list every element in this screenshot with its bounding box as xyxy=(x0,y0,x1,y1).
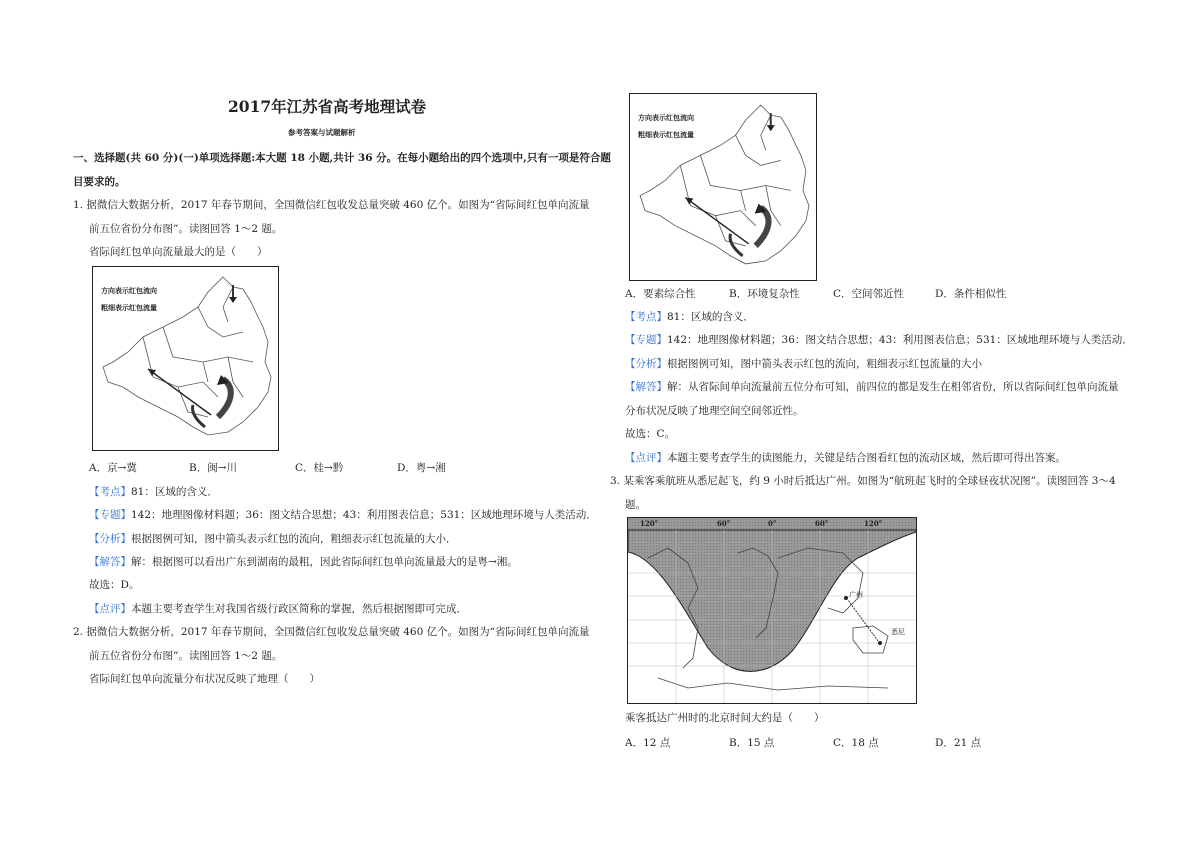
q1-stem-line2: 前五位省份分布图”。读图回答 1～2 题。 xyxy=(89,223,283,235)
lon-label-3: 0° xyxy=(768,519,777,528)
section-heading-line1: 一、选择题(共 60 分)(一)单项选择题:本大题 18 小题,共计 36 分。在每小题给出的四个选项中,只有一项是符合题 xyxy=(73,152,611,164)
page-title: 2017年江苏省高考地理试卷 xyxy=(228,97,427,116)
q3-question: 乘客抵达广州时的北京时间大约是（ ） xyxy=(625,712,825,724)
q2-dianping-tag: 【点评】 xyxy=(625,452,667,464)
q3-option-c[interactable]: C．18 点 xyxy=(833,737,879,749)
china-redpacket-map-2 xyxy=(629,93,817,281)
q1-zhuanti-tag: 【专题】 xyxy=(89,509,131,521)
q2-jieda-text: 解：从省际间单向流量前五位分布可知，前四位的都是发生在相邻省份，所以省际间红包单向流量 xyxy=(667,381,1119,393)
lon-label-5: 120° xyxy=(864,519,883,528)
lon-label-4: 60° xyxy=(815,519,829,528)
q1-answer: 故选：D。 xyxy=(89,579,140,591)
lon-label-2: 60° xyxy=(717,519,731,528)
q1-dianping xyxy=(89,602,467,616)
q1-zhuanti-text: 142：地理图像材料题；36：图文结合思想；43：利用图表信息；531：区域地理环境与人类活动． xyxy=(131,509,597,521)
q3-option-d[interactable]: D．21 点 xyxy=(935,737,982,749)
q1-option-c[interactable]: C．桂→黔 xyxy=(295,462,344,474)
q1-option-b[interactable]: B．闽→川 xyxy=(189,462,238,474)
q1-kaodian-tag: 【考点】 xyxy=(89,486,131,498)
q2-jieda-tag: 【解答】 xyxy=(625,381,667,393)
q2-answer: 故选：C。 xyxy=(625,428,676,440)
lon-label-1: 120° xyxy=(640,519,659,528)
q2-option-b[interactable]: B．环境复杂性 xyxy=(729,288,800,300)
q2-stem-line1: 2. 据微信大数据分析，2017 年春节期间，全国微信红包收发总量突破 460 亿个。如图为“省际间红包单向流量 xyxy=(73,626,590,638)
q1-option-d[interactable]: D．粤→湘 xyxy=(397,462,446,474)
q3-stem-line1: 3. 某乘客乘航班从悉尼起飞，约 9 小时后抵达广州。如图为“航班起飞时的全球昼夜状况图”。读图回答 3～4 xyxy=(610,475,1116,487)
q2-jieda-line2: 分布状况反映了地理空间空间邻近性。 xyxy=(625,405,804,417)
q1-dianping-tag: 【点评】 xyxy=(89,603,131,615)
q1-fenxi-text: 根据图例可知，图中箭头表示红包的流向，粗细表示红包流量的大小． xyxy=(131,533,457,545)
q2-fenxi-text: 根据图例可知，图中箭头表示红包的流向，粗细表示红包流量的大小 xyxy=(667,358,982,370)
q2-zhuanti xyxy=(625,333,1133,347)
page-subtitle: 参考答案与试题解析 xyxy=(288,128,356,137)
q2-option-d[interactable]: D．条件相似性 xyxy=(935,288,1007,300)
q2-option-a[interactable]: A．要素综合性 xyxy=(625,288,696,300)
q2-zhuanti-text: 142：地理图像材料题；36：图文结合思想；43：利用图表信息；531：区域地理环境与人类活动． xyxy=(667,334,1133,346)
section-heading-line2: 目要求的。 xyxy=(73,176,126,188)
q1-fenxi xyxy=(89,532,457,546)
place-guangzhou: 广州 xyxy=(849,591,863,599)
q2-zhuanti-tag: 【专题】 xyxy=(625,334,667,346)
map2-legend-line2: 粗细表示红包流量 xyxy=(638,130,694,139)
q3-option-b[interactable]: B．15 点 xyxy=(729,737,775,749)
map1-legend-line2: 粗细表示红包流量 xyxy=(101,303,157,312)
q1-dianping-text: 本题主要考查学生对我国省级行政区简称的掌握，然后根据图即可完成． xyxy=(131,603,467,615)
q1-zhuanti xyxy=(89,508,597,522)
world-day-night-map xyxy=(627,517,917,704)
q1-jieda xyxy=(89,555,518,569)
q2-option-c[interactable]: C．空间邻近性 xyxy=(833,288,905,300)
q1-question: 省际间红包单向流量最大的是（ ） xyxy=(89,246,268,258)
china-redpacket-map-1 xyxy=(92,266,279,451)
q1-kaodian-text: 81：区域的含义． xyxy=(131,486,218,498)
map2-legend-line1: 方向表示红包流向 xyxy=(638,113,694,122)
q1-jieda-text: 解：根据图可以看出广东到湖南的最粗，因此省际间红包单向流量最大的是粤→湘。 xyxy=(131,556,518,568)
q1-stem-line1: 1. 据微信大数据分析，2017 年春节期间，全国微信红包收发总量突破 460 亿个。如图为“省际间红包单向流量 xyxy=(73,199,590,211)
map1-legend-line1: 方向表示红包流向 xyxy=(101,286,157,295)
q3-stem-line2: 题。 xyxy=(625,499,646,511)
q2-fenxi xyxy=(625,357,982,371)
q2-kaodian-text: 81：区域的含义． xyxy=(667,311,754,323)
q2-jieda-line1 xyxy=(625,380,1119,394)
q2-kaodian xyxy=(625,310,754,324)
place-sydney: 悉尼 xyxy=(891,628,905,636)
q1-jieda-tag: 【解答】 xyxy=(89,556,131,568)
q2-dianping xyxy=(625,451,1066,465)
q1-option-a[interactable]: A．京→冀 xyxy=(89,462,137,474)
q1-kaodian xyxy=(89,485,218,499)
q1-fenxi-tag: 【分析】 xyxy=(89,533,131,545)
q2-dianping-text: 本题主要考查学生的读图能力，关键是结合图看红包的流动区域，然后即可得出答案。 xyxy=(667,452,1066,464)
q2-stem-line2: 前五位省份分布图”。读图回答 1～2 题。 xyxy=(89,650,283,662)
q3-option-a[interactable]: A．12 点 xyxy=(625,737,671,749)
q2-question: 省际间红包单向流量分布状况反映了地理（ ） xyxy=(89,673,320,685)
q2-kaodian-tag: 【考点】 xyxy=(625,311,667,323)
q2-fenxi-tag: 【分析】 xyxy=(625,358,667,370)
